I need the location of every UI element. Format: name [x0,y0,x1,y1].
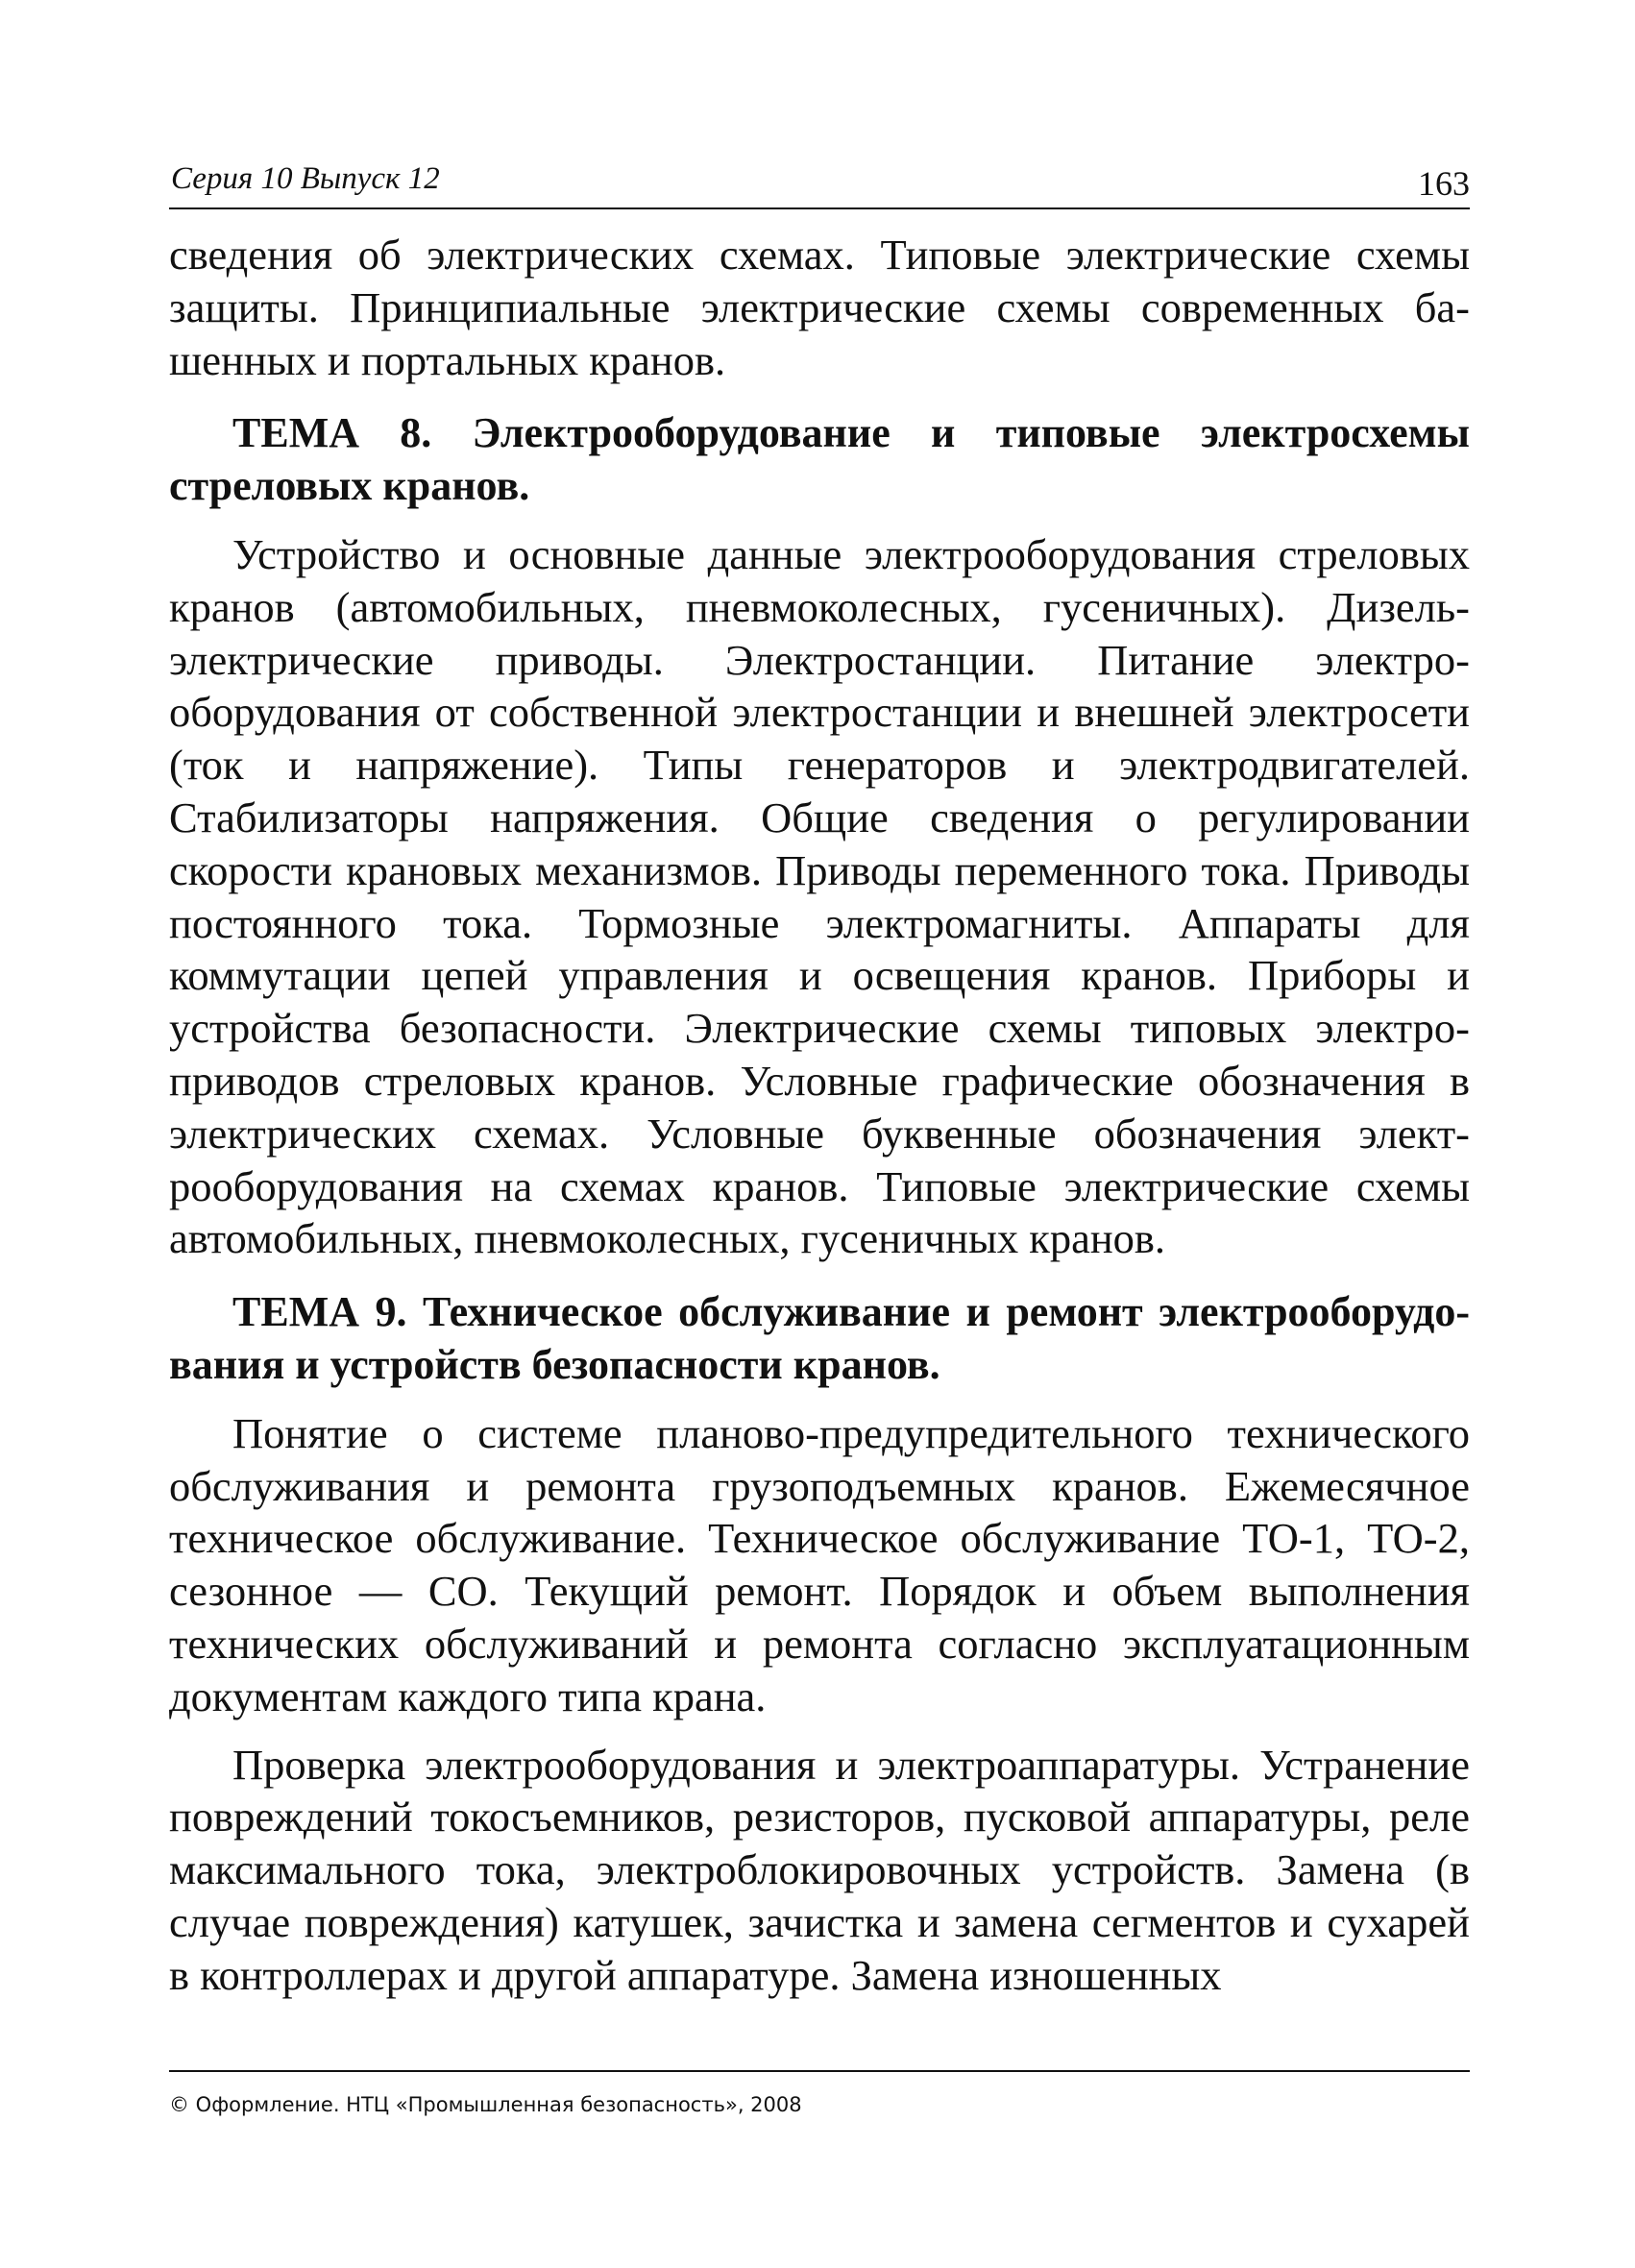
running-head [169,158,1470,209]
page-body [169,229,1470,2002]
topic-8-paragraph: Устройство и основные данные электрооборудования стреловых кранов (автомобильных, пневмоколесных, гусеничных). Дизель-электрические приводы. Электростанции. Питание электрооборудования от собственной электростанции и внешней электросети (ток и напряжение). Типы генераторов и электродвигателей. Стабилизаторы напряжения. Общие сведения о регулировании скорости крановых механизмов. Приводы переменного тока. Приводы постоянного тока. Тормозные электромагниты. Аппараты для коммутации цепей управления и освещения кранов. Приборы и устройства безопасности. Электрические схемы типовых электроприводов стреловых кранов. Условные графические обозначения в электрических схемах. Условные буквенные обозначения электрооборудования на схемах кранов. Типовые электрические схемы автомобильных, пневмоколесных, гусеничных кранов. [169,529,1470,1263]
copyright-footer [169,2070,1470,2116]
topic-9-heading: ТЕМА 9. Техническое обслуживание и ремонт электрооборудования и устройств безопасности кранов. [169,1288,1470,1388]
book-page [169,144,1470,2161]
topic-9-paragraph-2: Проверка электрооборудования и электроаппаратуры. Устранение повреждений токосъемников, резисторов, пусковой аппаратуры, реле максимального тока, электроблокировочных устройств. Замена (в случае повреждения) катушек, зачистка и замена сегментов и сухарей в контроллерах и другой аппаратуре. Замена изношенных [169,1740,1470,1999]
topic-8-heading: ТЕМА 8. Электрооборудование и типовые электросхемы стреловых кранов. [169,409,1470,510]
series-issue-label: Серия 10 Выпуск 12 [171,161,440,196]
page-number: 163 [1418,164,1470,203]
topic-9-paragraph-1: Понятие о системе планово-предупредительного технического обслуживания и ремонта грузоподъемных кранов. Ежемесячное техническое обслуживание. Техническое обслуживание ТО-1, ТО-2, сезонное — СО. Текущий ремонт. Порядок и объем выполнения технических обслуживаний и ремонта согласно эксплуатационным документам каждого типа крана. [169,1408,1470,1720]
intro-paragraph: сведения об электрических схемах. Типовые электрические схемы защиты. Принципиальные электрические схемы современных башенных и портальных кранов. [169,231,1470,384]
copyright-text: © Оформление. НТЦ «Промышленная безопасность», 2008 [169,2093,802,2116]
